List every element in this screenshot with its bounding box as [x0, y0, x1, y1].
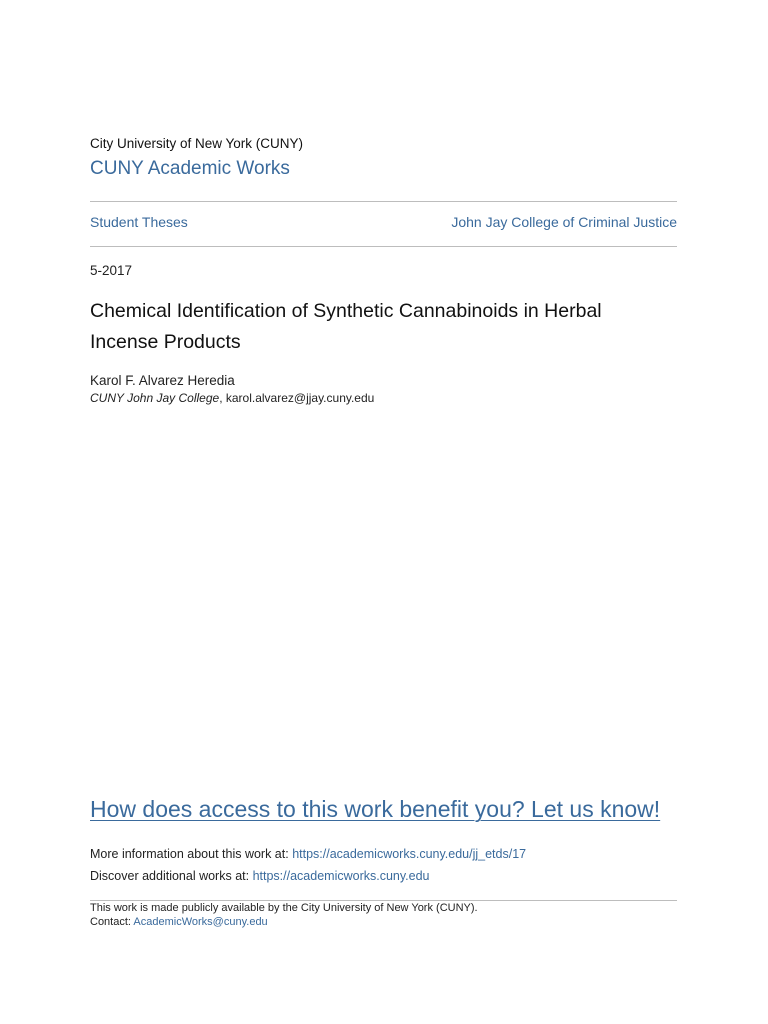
- institution-name: City University of New York (CUNY): [90, 136, 304, 151]
- publication-date: 5-2017: [90, 263, 133, 278]
- contact-label: Contact:: [90, 916, 134, 928]
- affiliation-institution: CUNY John Jay College: [90, 391, 220, 405]
- more-info-line: [90, 847, 526, 861]
- top-divider: [90, 201, 677, 202]
- repository-url-link[interactable]: https://academicworks.cuny.edu: [252, 869, 430, 883]
- collection-link[interactable]: Student Theses: [90, 214, 188, 230]
- nav-divider: [90, 246, 677, 247]
- footer-divider: [90, 900, 677, 901]
- discover-line: [90, 869, 430, 883]
- repository-link[interactable]: CUNY Academic Works: [90, 158, 290, 179]
- feedback-link[interactable]: How does access to this work benefit you? Let us know!: [90, 796, 661, 822]
- author-email: karol.alvarez@jjay.cuny.edu: [225, 391, 375, 405]
- document-title: Chemical Identification of Synthetic Cannabinoids in Herbal Incense Products: [90, 300, 602, 353]
- contact-line: [90, 916, 268, 928]
- discover-label: Discover additional works at:: [90, 869, 253, 883]
- availability-notice: This work is made publicly available by the City University of New York (CUNY).: [90, 902, 478, 914]
- college-link[interactable]: John Jay College of Criminal Justice: [451, 214, 677, 230]
- work-url-link[interactable]: https://academicworks.cuny.edu/jj_etds/17: [292, 847, 527, 861]
- more-info-label: More information about this work at:: [90, 847, 293, 861]
- contact-email-link[interactable]: AcademicWorks@cuny.edu: [133, 916, 268, 928]
- author-affiliation: [90, 391, 374, 405]
- author-name: Karol F. Alvarez Heredia: [90, 373, 235, 388]
- affiliation-separator: ,: [219, 391, 226, 405]
